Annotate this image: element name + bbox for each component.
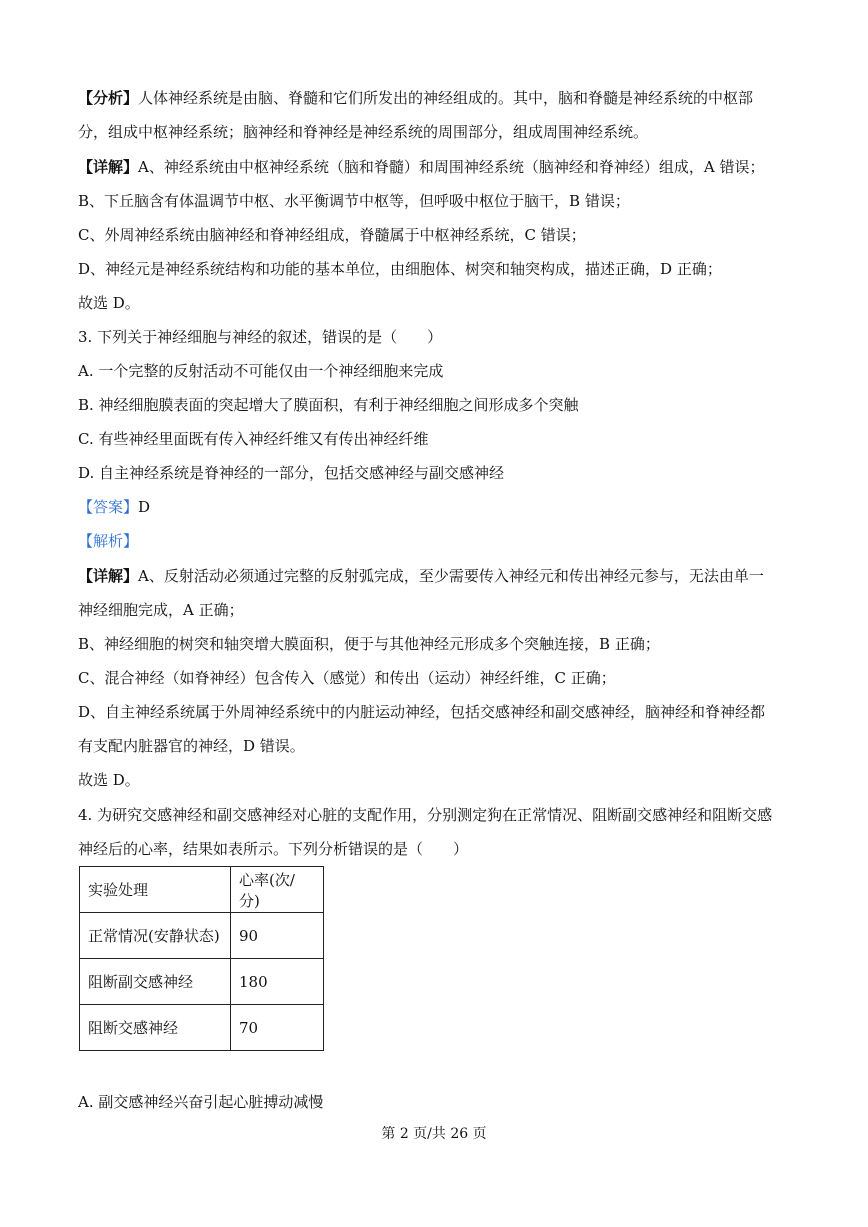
experiment-table <box>79 866 324 1051</box>
analysis-line-1 <box>78 88 808 108</box>
q3-option-c: C. 有些神经里面既有传入神经纤维又有传出神经纤维 <box>78 430 429 448</box>
detail-line-a <box>78 157 808 177</box>
q4-stem-2: 神经后的心率，结果如表所示。下列分析错误的是（ ） <box>78 840 469 858</box>
detail-line-d: D、神经元是神经系统结构和功能的基本单位，由细胞体、树突和轴突构成，描述正确，D 正确； <box>78 260 722 278</box>
q4-stem-1: 4. 为研究交感神经和副交感神经对心脏的支配作用，分别测定狗在正常情况、阻断副交感神经和阻断交感 <box>78 806 773 824</box>
table-header-heart-rate: 心率(次/分) <box>231 867 324 913</box>
table-cell-heart-rate: 90 <box>231 913 324 959</box>
q3-detail-tag: 【详解】 <box>78 567 139 585</box>
q3-analysis-tag <box>78 531 808 551</box>
analysis-tag-blue: 【解析】 <box>78 532 139 550</box>
detail-line-b: B、下丘脑含有体温调节中枢、水平衡调节中枢等，但呼吸中枢位于脑干，B 错误； <box>78 192 630 210</box>
detail-choice: 故选 D。 <box>78 294 140 312</box>
q3-detail-d-2: 有支配内脏器官的神经，D 错误。 <box>78 737 305 755</box>
table-row <box>80 1005 324 1051</box>
q3-option-a: A. 一个完整的反射活动不可能仅由一个神经细胞来完成 <box>78 362 444 380</box>
q3-detail-a-2: 神经细胞完成，A 正确； <box>78 601 244 619</box>
q3-stem: 3. 下列关于神经细胞与神经的叙述，错误的是（ ） <box>78 328 443 346</box>
table-cell-treatment: 正常情况(安静状态) <box>80 913 231 959</box>
table-row <box>80 959 324 1005</box>
table-cell-heart-rate: 180 <box>231 959 324 1005</box>
table-cell-treatment: 阻断副交感神经 <box>80 959 231 1005</box>
table-row <box>80 913 324 959</box>
detail-text-a: A、神经系统由中枢神经系统（脑和脊髓）和周围神经系统（脑神经和脊神经）组成，A 错误； <box>138 158 765 176</box>
answer-tag: 【答案】 <box>78 498 139 516</box>
q3-detail-b: B、神经细胞的树突和轴突增大膜面积，便于与其他神经元形成多个突触连接，B 正确； <box>78 635 660 653</box>
analysis-text-1: 人体神经系统是由脑、脊髓和它们所发出的神经组成的。其中，脑和脊髓是神经系统的中枢部 <box>138 89 754 107</box>
analysis-line-2: 分，组成中枢神经系统；脑神经和脊神经是神经系统的周围部分，组成周围神经系统。 <box>78 123 649 141</box>
q3-option-d: D. 自主神经系统是脊神经的一部分，包括交感神经与副交感神经 <box>78 464 505 482</box>
q3-choice: 故选 D。 <box>78 771 140 789</box>
answer-value: D <box>138 498 151 516</box>
q3-detail-a-1 <box>78 566 808 586</box>
page-footer: 第 2 页/共 26 页 <box>381 1126 487 1142</box>
q4-option-a: A. 副交感神经兴奋引起心脏搏动减慢 <box>78 1093 324 1111</box>
q3-detail-a-text: A、反射活动必须通过完整的反射弧完成，至少需要传入神经元和传出神经元参与，无法由单一 <box>138 567 764 585</box>
table-cell-treatment: 阻断交感神经 <box>80 1005 231 1051</box>
q3-detail-c: C、混合神经（如脊神经）包含传入（感觉）和传出（运动）神经纤维，C 正确； <box>78 669 616 687</box>
q3-answer <box>78 497 808 517</box>
detail-line-c: C、外周神经系统由脑神经和脊神经组成，脊髓属于中枢神经系统，C 错误； <box>78 226 586 244</box>
table-header-row <box>80 867 324 913</box>
analysis-tag: 【分析】 <box>78 89 139 107</box>
detail-tag: 【详解】 <box>78 158 139 176</box>
table-header-treatment: 实验处理 <box>80 867 231 913</box>
table-cell-heart-rate: 70 <box>231 1005 324 1051</box>
q3-detail-d-1: D、自主神经系统属于外周神经系统中的内脏运动神经，包括交感神经和副交感神经，脑神经和脊神经都 <box>78 703 766 721</box>
q3-option-b: B. 神经细胞膜表面的突起增大了膜面积，有利于神经细胞之间形成多个突触 <box>78 396 579 414</box>
